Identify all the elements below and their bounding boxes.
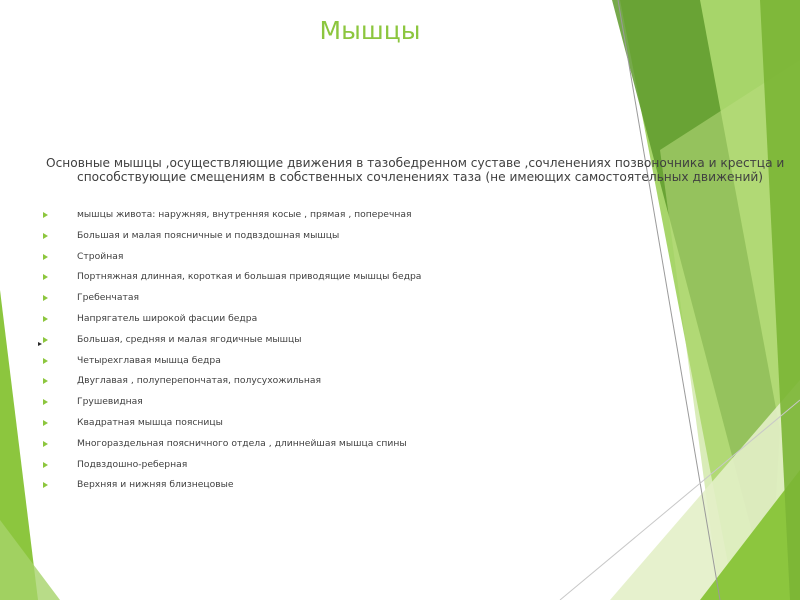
bullet-arrow-icon (43, 316, 48, 322)
list-item-text: Подвздошно-реберная (77, 458, 188, 470)
bullet-arrow-icon (43, 482, 48, 488)
bullet-arrow-icon (43, 358, 48, 364)
list-item-text: Напрягатель широкой фасции бедра (77, 312, 258, 324)
list-item-text: Верхняя и нижняя близнецовые (77, 479, 234, 491)
bullet-arrow-icon (43, 337, 48, 343)
list-item (40, 309, 640, 330)
list-item-text: Большая и малая поясничные и подвздошная мышцы (77, 229, 340, 241)
list-item (40, 413, 640, 434)
list-item-text: Квадратная мышца поясницы (77, 416, 223, 428)
list-item (40, 226, 640, 247)
slide-title: Мышцы (319, 16, 421, 45)
list-item (40, 392, 640, 413)
bullet-arrow-icon (43, 441, 48, 447)
bullet-arrow-icon (43, 462, 48, 468)
list-item (40, 267, 640, 288)
list-item-text: Многораздельная поясничного отдела , длиннейшая мышца спины (77, 437, 407, 449)
list-item-text: Грушевидная (77, 396, 143, 408)
bullet-arrow-icon (43, 254, 48, 260)
bullet-arrow-icon (43, 420, 48, 426)
list-item-text: Гребенчатая (77, 292, 139, 304)
list-item-text: Портняжная длинная, короткая и большая приводящие мышцы бедра (77, 271, 422, 283)
bullet-arrow-icon (43, 212, 48, 218)
list-item (40, 205, 640, 226)
list-item (40, 288, 640, 309)
bullet-arrow-icon (43, 399, 48, 405)
list-item (40, 455, 640, 476)
list-item (40, 475, 640, 496)
bullet-arrow-icon (43, 233, 48, 239)
list-item-text: Двуглавая , полуперепончатая, полусухожильная (77, 375, 321, 387)
list-item (40, 371, 640, 392)
muscle-list (40, 205, 640, 496)
list-item (40, 247, 640, 268)
bullet-arrow-icon (43, 378, 48, 384)
list-item-text: Большая, средняя и малая ягодичные мышцы (77, 333, 302, 345)
bottom-left-green-wedge (0, 520, 60, 600)
list-item (40, 351, 640, 372)
bullet-arrow-icon (43, 274, 48, 280)
intro-text: Основные мышцы ,осуществляющие движения в тазобедренном суставе ,сочленениях позвоночника и крестца и способствующие смещениям в собственных сочленениях таза (не имеющих самостоятельных движений) (46, 156, 785, 184)
list-item (40, 434, 640, 455)
bullet-arrow-icon (43, 295, 48, 301)
list-item-text: Стройная (77, 250, 124, 262)
list-item-text: Четырехглавая мышца бедра (77, 354, 221, 366)
list-item-text: мышцы живота: наружняя, внутренняя косые , прямая , поперечная (77, 209, 412, 220)
intro-paragraph (40, 156, 787, 184)
list-item (40, 330, 640, 351)
